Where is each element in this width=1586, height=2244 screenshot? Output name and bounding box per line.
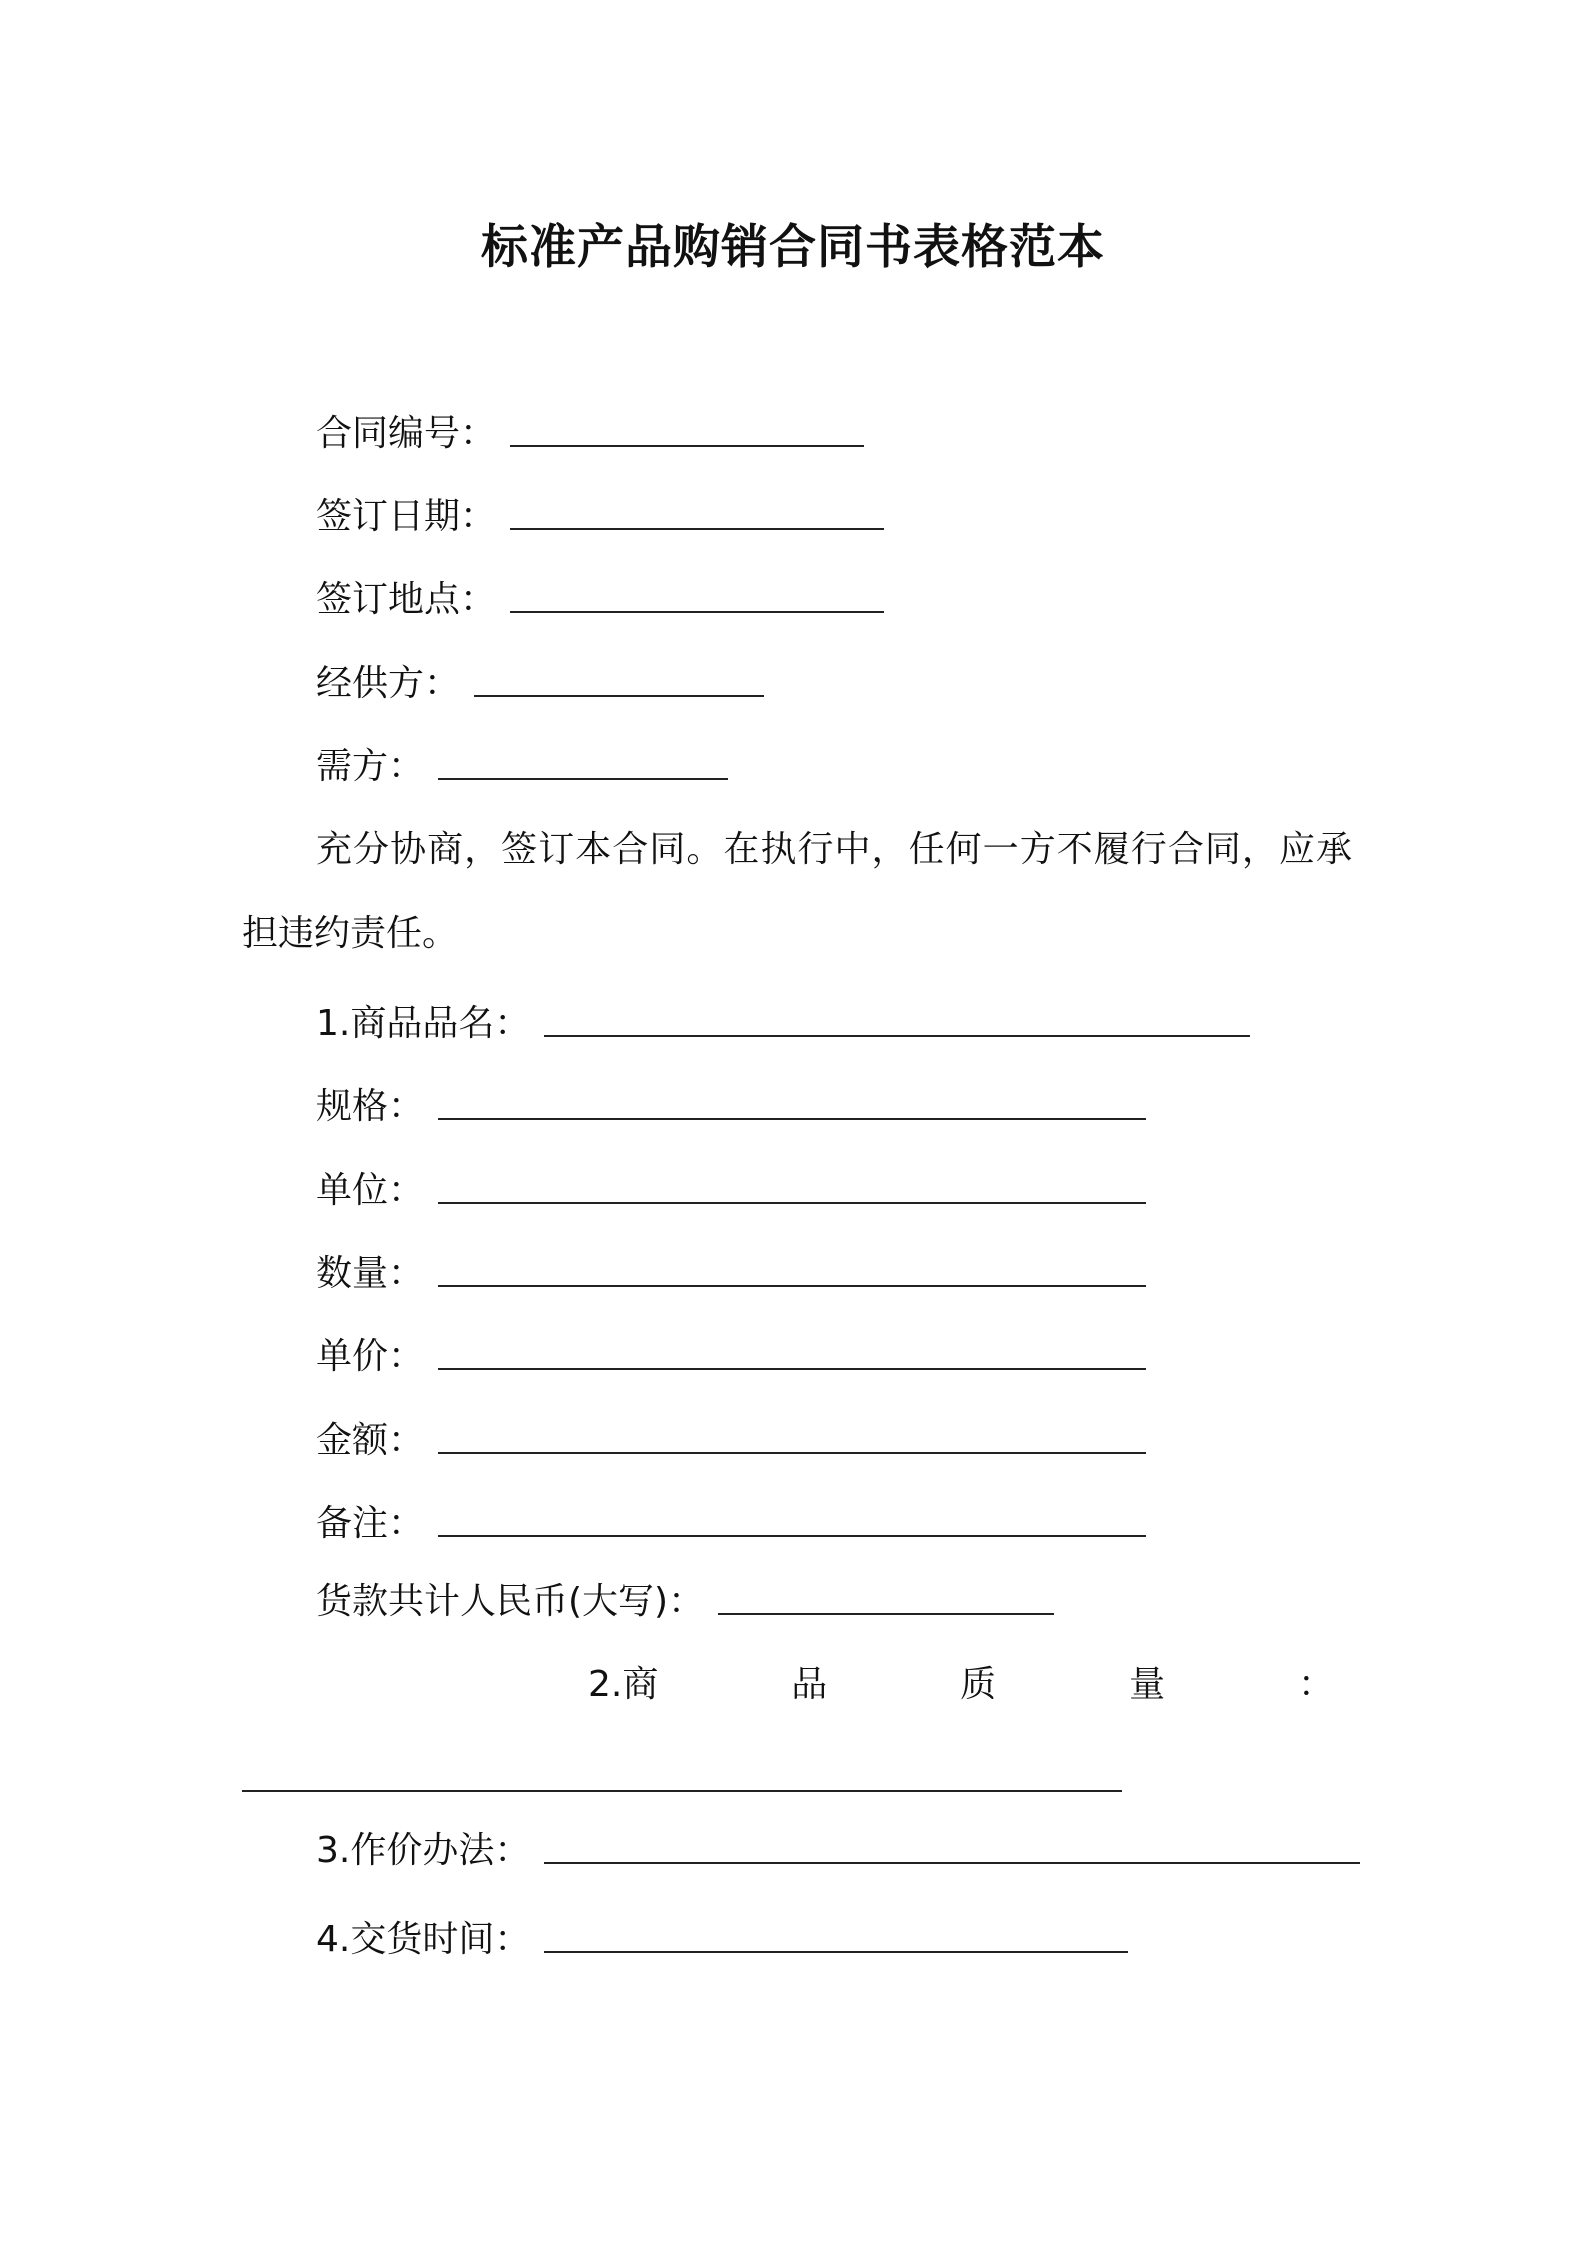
quality-blank[interactable] xyxy=(242,1790,1122,1792)
field-label: 单位： xyxy=(316,1170,425,1211)
supplier-blank[interactable] xyxy=(474,665,764,697)
unit-price-blank[interactable] xyxy=(438,1338,1146,1370)
quality-heading xyxy=(588,1661,1334,1709)
field-amount xyxy=(316,1417,1146,1465)
signing-place-blank[interactable] xyxy=(510,581,884,613)
field-label: 合同编号： xyxy=(316,413,497,454)
field-buyer xyxy=(316,743,728,791)
quality-heading-part: ： xyxy=(1297,1664,1334,1705)
field-delivery-time xyxy=(316,1916,1128,1964)
field-label: 数量： xyxy=(316,1253,425,1294)
field-label: 规格： xyxy=(316,1086,425,1127)
field-label: 3.作价办法： xyxy=(316,1830,531,1871)
field-label: 4.交货时间： xyxy=(316,1919,531,1960)
field-label: 货款共计人民币(大写)： xyxy=(316,1581,705,1622)
quality-heading-part: 质 xyxy=(960,1664,997,1705)
field-total-in-words xyxy=(316,1578,1054,1626)
product-name-blank[interactable] xyxy=(544,1005,1250,1037)
field-label: 备注： xyxy=(316,1503,425,1544)
field-product-name xyxy=(316,1000,1250,1048)
field-remarks xyxy=(316,1500,1146,1548)
quality-heading-part: 量 xyxy=(1129,1664,1166,1705)
field-signing-place xyxy=(316,576,884,624)
field-label: 1.商品品名： xyxy=(316,1003,531,1044)
quantity-blank[interactable] xyxy=(438,1255,1146,1287)
specification-blank[interactable] xyxy=(438,1088,1146,1120)
pricing-method-blank[interactable] xyxy=(544,1832,1360,1864)
agreement-paragraph: 充分协商，签订本合同。在执行中，任何一方不履行合同，应承担违约责任。 xyxy=(242,829,1352,954)
contract-number-blank[interactable] xyxy=(510,415,864,447)
quality-heading-part: 2.商 xyxy=(588,1664,659,1705)
field-label: 需方： xyxy=(316,746,425,787)
field-unit xyxy=(316,1167,1146,1215)
field-label: 金额： xyxy=(316,1420,425,1461)
field-pricing-method xyxy=(316,1827,1360,1875)
delivery-time-blank[interactable] xyxy=(544,1921,1128,1953)
field-quantity xyxy=(316,1250,1146,1298)
buyer-blank[interactable] xyxy=(438,748,728,780)
remarks-blank[interactable] xyxy=(438,1505,1146,1537)
field-signing-date xyxy=(316,493,884,541)
document-title: 标准产品购销合同书表格范本 xyxy=(481,220,1105,275)
field-unit-price xyxy=(316,1333,1146,1381)
signing-date-blank[interactable] xyxy=(510,498,884,530)
amount-blank[interactable] xyxy=(438,1422,1146,1454)
field-label: 签订日期： xyxy=(316,496,497,537)
total-in-words-blank[interactable] xyxy=(718,1583,1054,1615)
unit-blank[interactable] xyxy=(438,1172,1146,1204)
field-label: 单价： xyxy=(316,1336,425,1377)
field-supplier xyxy=(316,660,764,708)
field-label: 签订地点： xyxy=(316,579,497,620)
field-label: 经供方： xyxy=(316,663,461,704)
quality-heading-part: 品 xyxy=(791,1664,828,1705)
field-contract-number xyxy=(316,410,864,458)
field-specification xyxy=(316,1083,1146,1131)
